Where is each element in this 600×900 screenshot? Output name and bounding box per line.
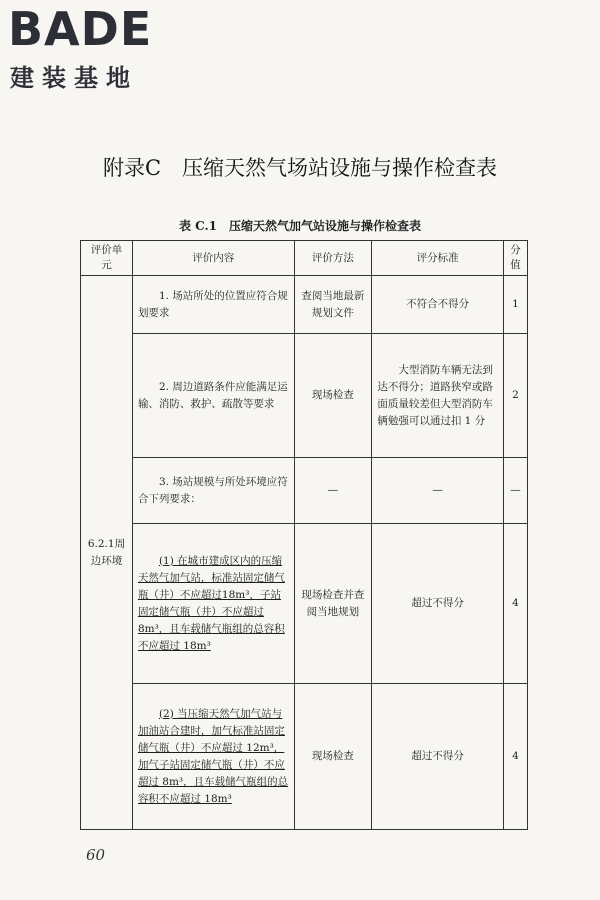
content-cell	[132, 334, 294, 458]
table-row	[81, 524, 528, 684]
criteria-cell: 超过不得分	[372, 684, 504, 830]
inspection-table	[80, 240, 528, 830]
header-content: 评价内容	[132, 241, 294, 276]
criteria-cell	[372, 334, 504, 458]
header-score: 分值	[503, 241, 527, 276]
table-caption: 表 C.1 压缩天然气加气站设施与操作检查表	[178, 219, 422, 233]
content-text: 2. 周边道路条件应能满足运输、消防、救护、疏散等要求	[137, 380, 288, 410]
method-cell: 查阅当地最新规划文件	[294, 276, 372, 334]
content-text: 1. 场站所处的位置应符合规划要求	[137, 289, 288, 319]
score-cell: 2	[503, 334, 527, 458]
content-cell	[132, 684, 294, 830]
logo-subtitle: 建装基地	[10, 64, 138, 92]
score-cell: 1	[503, 276, 527, 334]
criteria-cell: —	[372, 458, 504, 524]
header-method: 评价方法	[294, 241, 372, 276]
content-text: (1) 在城市建成区内的压缩天然气加气站，标准站固定储气瓶（井）不应超过18m³，子站固定储气瓶（井）不应超过 8m³，且车载储气瓶组的总容积不应超过 18m³	[137, 554, 285, 652]
content-cell	[132, 458, 294, 524]
method-cell: 现场检查	[294, 684, 372, 830]
content-cell	[132, 276, 294, 334]
unit-cell: 6.2.1周边环境	[81, 276, 133, 830]
score-cell: 4	[503, 684, 527, 830]
table-row	[81, 684, 528, 830]
content-text: (2) 当压缩天然气加气站与加油站合建时，加气标准站固定储气瓶（井）不应超过 12m³，加气子站固定储气瓶（井）不应超过 8m³，且车载储气瓶组的总容积不应超过 18m³	[137, 707, 289, 805]
method-cell: 现场检查并查阅当地规划	[294, 524, 372, 684]
bade-logo: BADE	[8, 2, 153, 56]
header-unit: 评价单元	[81, 241, 133, 276]
method-cell: 现场检查	[294, 334, 372, 458]
page-number: 60	[86, 846, 106, 864]
appendix-title: 附录C 压缩天然气场站设施与操作检查表	[102, 156, 498, 180]
table-row	[81, 276, 528, 334]
header-criteria: 评分标准	[372, 241, 504, 276]
content-text: 3. 场站规模与所处环境应符合下列要求：	[137, 475, 288, 505]
score-cell: 4	[503, 524, 527, 684]
criteria-text: 大型消防车辆无法到达不得分；道路狭窄或路面质量较差但大型消防车辆勉强可以通过扣 1 分	[377, 363, 493, 427]
table-header-row	[81, 241, 528, 276]
content-cell	[132, 524, 294, 684]
score-cell: —	[503, 458, 527, 524]
criteria-cell: 不符合不得分	[372, 276, 504, 334]
table-row	[81, 334, 528, 458]
table-row	[81, 458, 528, 524]
criteria-cell: 超过不得分	[372, 524, 504, 684]
method-cell: —	[294, 458, 372, 524]
